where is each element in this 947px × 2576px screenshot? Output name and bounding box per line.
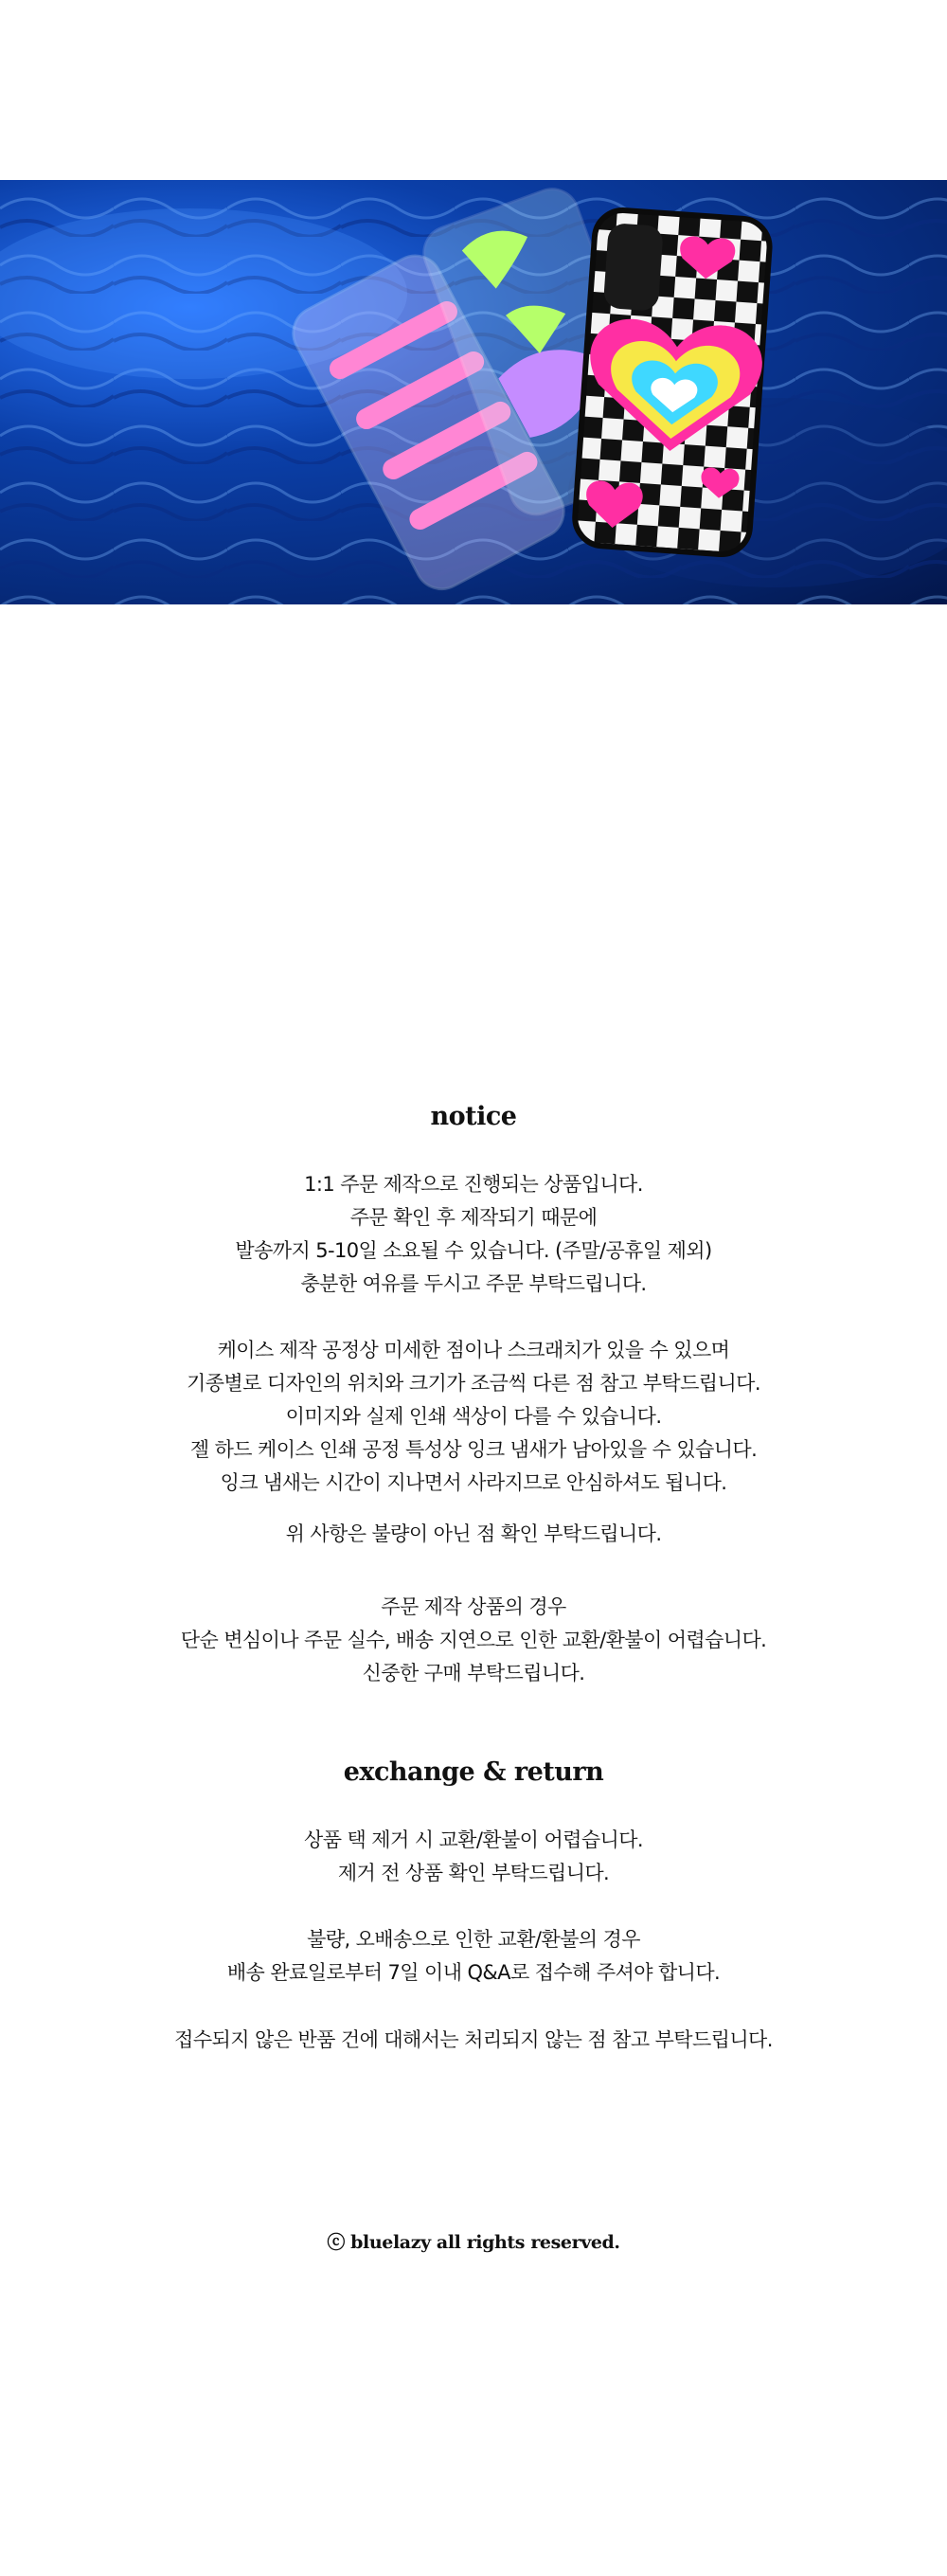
hero-product-photo [0,180,947,604]
notice-line: 단순 변심이나 주문 실수, 배송 지연으로 인한 교환/환불이 어렵습니다. [180,1629,767,1651]
phone-cases-illustration [0,180,947,604]
notice-line: 젤 하드 케이스 인쇄 공정 특성상 잉크 냄새가 남아있을 수 있습니다. [189,1438,758,1461]
notice-line: 발송까지 5-10일 소요될 수 있습니다. (주말/공휴일 제외) [235,1239,712,1262]
notice-line: 주문 확인 후 제작되기 때문에 [349,1206,598,1229]
notice-paragraph-4 [0,1591,947,1690]
notice-title: notice [430,1102,517,1131]
notice-line: 1:1 주문 제작으로 진행되는 상품입니다. [304,1173,643,1196]
notice-paragraph-3 [0,1518,947,1551]
exchange-title: exchange & return [343,1757,604,1787]
notice-line: 기종별로 디자인의 위치와 크기가 조금씩 다른 점 참고 부탁드립니다. [187,1372,760,1395]
notice-line: 케이스 제작 공정상 미세한 점이나 스크래치가 있을 수 있으며 [217,1339,730,1361]
notice-line: 잉크 냄새는 시간이 지나면서 사라지므로 안심하셔도 됩니다. [220,1471,727,1494]
notice-paragraph-1 [0,1168,947,1301]
checker-heart-case [573,208,772,556]
exchange-paragraph-1 [0,1824,947,1890]
notice-section [0,1102,947,1131]
notice-line: 충분한 여유를 두시고 주문 부탁드립니다. [300,1272,647,1295]
exchange-line: 접수되지 않은 반품 건에 대해서는 처리되지 않는 점 참고 부탁드립니다. [174,2028,773,2051]
exchange-section [0,1757,947,1787]
exchange-line: 제거 전 상품 확인 부탁드립니다. [337,1862,610,1884]
exchange-line: 배송 완료일로부터 7일 이내 Q&A로 접수해 주셔야 합니다. [226,1961,721,1984]
notice-line: 위 사항은 불량이 아닌 점 확인 부탁드립니다. [285,1522,662,1545]
notice-paragraph-2 [0,1334,947,1500]
exchange-paragraph-2 [0,1923,947,1990]
notice-line: 주문 제작 상품의 경우 [381,1595,566,1618]
exchange-line: 상품 택 제거 시 교환/환불이 어렵습니다. [304,1828,643,1851]
exchange-line: 불량, 오배송으로 인한 교환/환불의 경우 [307,1928,640,1951]
notice-line: 신중한 구매 부탁드립니다. [362,1662,585,1684]
exchange-paragraph-3 [0,2024,947,2057]
notice-line: 이미지와 실제 인쇄 색상이 다를 수 있습니다. [285,1405,662,1428]
copyright-footer: ⓒ bluelazy all rights reserved. [327,2232,620,2253]
